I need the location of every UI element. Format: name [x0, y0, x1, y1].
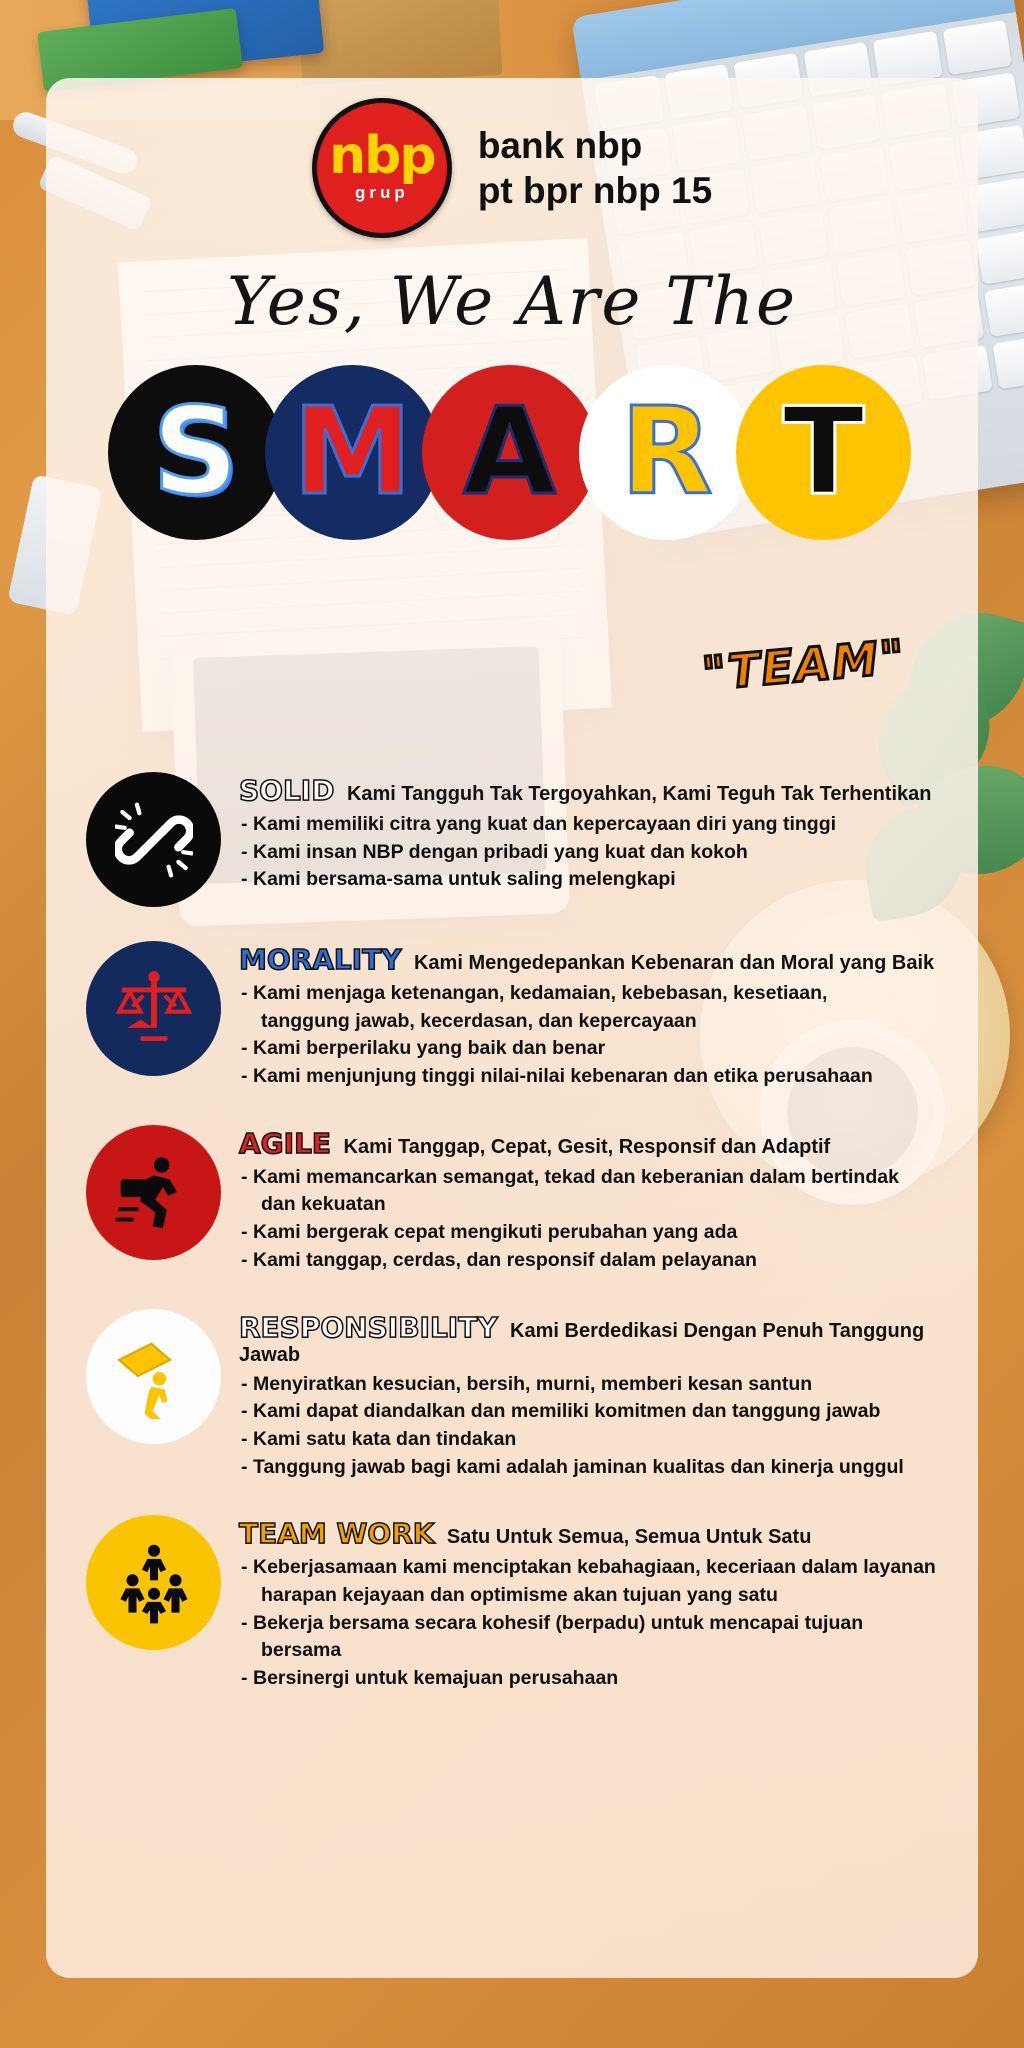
list-item: - Menyiratkan kesucian, bersih, murni, memberi kesan santun	[239, 1371, 938, 1399]
smart-letter-t	[736, 365, 911, 540]
logo-subtext: grup	[354, 183, 409, 203]
list-item: - Keberjasamaan kami menciptakan kebahagiaan, keceriaan dalam layanan	[239, 1554, 938, 1582]
brand-line-1: bank nbp	[477, 124, 643, 166]
value-points-agile	[239, 1164, 938, 1275]
list-item: - Tanggung jawab bagi kami adalah jaminan kualitas dan kinerja unggul	[239, 1454, 938, 1482]
script-headline: Yes, We Are The	[226, 263, 798, 340]
letter-a: A	[463, 382, 556, 522]
list-item: - Kami menjaga ketenangan, kedamaian, kebebasan, kesetiaan,	[239, 980, 938, 1008]
list-item: - Kami berperilaku yang baik dan benar	[239, 1035, 938, 1063]
value-text-solid	[239, 768, 938, 894]
smart-letter-a	[422, 365, 597, 540]
content-card	[46, 78, 978, 1978]
list-item: - Kami insan NBP dengan pribadi yang kuat dan kokoh	[239, 839, 938, 867]
list-item: - Kami memancarkan semangat, tekad dan keberanian dalam bertindak	[239, 1164, 938, 1192]
person-carrying-box-icon	[86, 1309, 221, 1444]
logo-wordmark: nbp	[329, 125, 435, 186]
values-list	[46, 768, 978, 1723]
running-person-icon	[86, 1125, 221, 1260]
brand-line-2: pt bpr nbp 15	[477, 170, 713, 211]
list-item: - Kami memiliki citra yang kuat dan kepercayaan diri yang tinggi	[239, 811, 938, 839]
list-item: - Kami tanggap, cerdas, dan responsif dalam pelayanan	[239, 1247, 938, 1275]
list-item: dan kekuatan	[261, 1193, 386, 1216]
letter-r: R	[620, 382, 713, 522]
smart-letter-m	[265, 365, 440, 540]
key	[984, 282, 1024, 337]
value-title-agile: AGILE	[239, 1126, 332, 1160]
smart-letter-r	[579, 365, 754, 540]
team-tag: "TEAM"	[699, 629, 908, 701]
value-text-agile	[239, 1121, 938, 1275]
list-item: - Kami bergerak cepat mengikuti perubahan yang ada	[239, 1219, 938, 1247]
value-row-morality	[46, 937, 978, 1091]
list-item: bersama	[261, 1639, 342, 1662]
value-points-solid	[239, 811, 938, 894]
list-item: - Kami satu kata dan tindakan	[239, 1426, 938, 1454]
value-tagline-agile: Kami Tanggap, Cepat, Gesit, Responsif dan Adaptif	[343, 1135, 831, 1158]
value-title-teamwork: TEAM WORK	[239, 1517, 435, 1551]
list-item: - Kami dapat diandalkan dan memiliki komitmen dan tanggung jawab	[239, 1398, 938, 1426]
smart-letters	[108, 360, 928, 545]
list-item: - Bersinergi untuk kemajuan perusahaan	[239, 1665, 938, 1693]
letter-m: M	[292, 382, 413, 522]
value-title-solid: SOLID	[239, 774, 335, 807]
value-text-teamwork	[239, 1511, 938, 1692]
value-row-responsibility	[46, 1305, 978, 1482]
value-tagline-responsibility: Kami Berdedikasi Dengan Penuh Tanggung Jawab	[239, 1319, 925, 1366]
brand-text	[478, 123, 712, 213]
list-item: - Kami menjunjung tinggi nilai-nilai kebenaran dan etika perusahaan	[239, 1063, 938, 1091]
value-row-solid	[46, 768, 978, 907]
key	[992, 334, 1024, 389]
letter-s: S	[152, 382, 239, 522]
list-item: tanggung jawab, kecerdasan, dan kepercayaan	[261, 1009, 697, 1032]
key	[975, 229, 1024, 284]
value-text-responsibility	[239, 1305, 938, 1482]
scales-justice-icon	[86, 941, 221, 1076]
letter-t: T	[782, 382, 865, 522]
value-row-agile	[46, 1121, 978, 1275]
key	[942, 20, 1012, 75]
value-tagline-teamwork: Satu Untuk Semua, Semua Untuk Satu	[446, 1526, 812, 1549]
value-row-teamwork	[46, 1511, 978, 1692]
list-item: - Bekerja bersama secara kohesif (berpadu) untuk mencapai tujuan	[239, 1610, 938, 1638]
value-title-responsibility: RESPONSIBILITY	[239, 1310, 498, 1344]
value-tagline-morality: Kami Mengedepankan Kebenaran dan Moral yang Baik	[413, 952, 935, 974]
value-tagline-solid: Kami Tangguh Tak Tergoyahkan, Kami Teguh Tak Terhentikan	[346, 783, 932, 805]
value-text-morality	[239, 937, 938, 1091]
value-points-teamwork	[239, 1554, 938, 1692]
chain-link-icon	[86, 772, 221, 907]
value-title-morality: MORALITY	[239, 943, 402, 976]
value-points-morality	[239, 980, 938, 1091]
team-pyramid-icon	[86, 1515, 221, 1650]
brand-header	[46, 98, 978, 238]
nbp-logo	[312, 98, 452, 238]
list-item: - Kami bersama-sama untuk saling melengkapi	[239, 866, 938, 894]
smart-letter-s	[108, 365, 283, 540]
value-points-responsibility	[239, 1371, 938, 1482]
list-item: harapan kejayaan dan optimisme akan tujuan yang satu	[261, 1583, 778, 1606]
notepad-tan	[298, 0, 502, 85]
